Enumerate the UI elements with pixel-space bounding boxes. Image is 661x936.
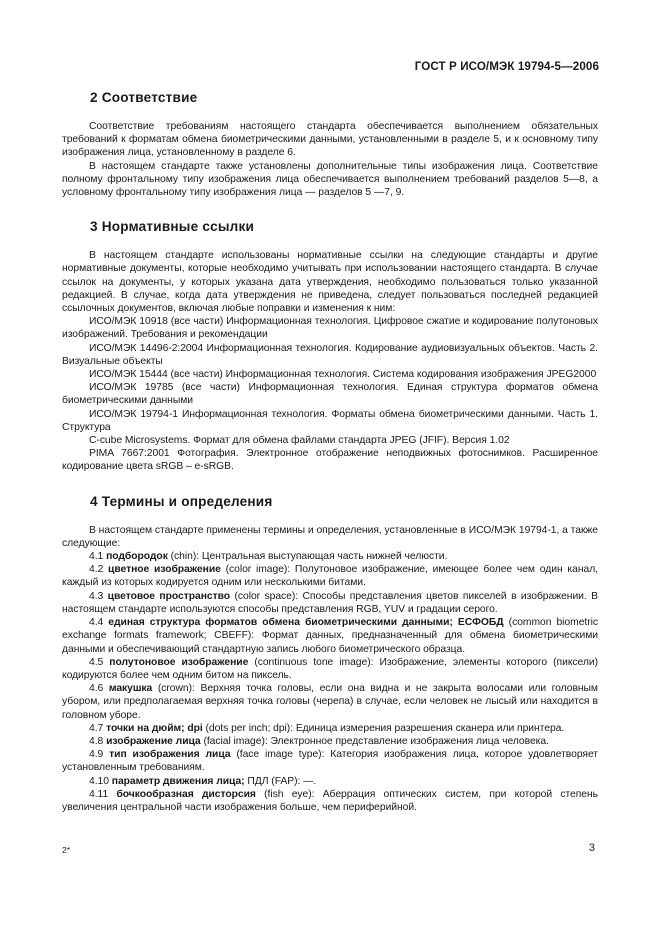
term-number: 4.6 (89, 683, 104, 695)
reference-item: C-cube Microsystems. Формат для обмена файлами стандарта JPEG (JFIF). Версия 1.02 (89, 435, 510, 447)
term-name: точки на дюйм; dpi (106, 722, 203, 734)
term-name: параметр движения лица; (111, 775, 245, 787)
term-name: единая структура форматов обмена биометрическими данными; ЕСФОБД (108, 617, 504, 629)
term-name: полутоновое изображение (109, 656, 249, 668)
paragraph: В настоящем стандарте применены термины и определения, установленные в ИСО/МЭК 19794-1, а также следующие: (62, 524, 598, 549)
section-title: 2 Соответствие (90, 90, 198, 105)
term-text: (dots per inch; dpi): Единица измерения разрешения сканера или принтера. (202, 722, 565, 734)
reference-item: PIMA 7667:2001 Фотография. Электронное отображение неподвижных фотоснимков. Расширенное кодирование цвета sRGB – e-sRGB. (62, 448, 598, 473)
term-definition (62, 563, 598, 589)
term-number: 4.9 (89, 749, 104, 761)
term-number: 4.10 (89, 775, 109, 787)
term-text: (fish eye): Аберрация оптических систем, при которой степень увеличения центральной части изображения больше, чем периферийной. (62, 788, 598, 813)
terms-list (62, 550, 598, 814)
term-name: цветовое пространство (107, 590, 231, 602)
section-title: 3 Нормативные ссылки (90, 219, 255, 235)
term-name: макушка (108, 683, 153, 695)
section-conformance (62, 90, 598, 199)
term-definition (62, 550, 598, 563)
term-definition (62, 735, 598, 748)
reference-item: ИСО/МЭК 14496-2:2004 Информационная технология. Кодирование аудиовизуальных объектов. Часть 2. Визуальные объекты (62, 342, 598, 367)
section-normative-references (62, 219, 598, 473)
term-definition (62, 590, 598, 616)
term-definition (62, 656, 598, 682)
term-text: (color image): Полутоновое изображение, имеющее более чем один канал, каждый из которых кодируется одним или несколькими битами. (62, 564, 598, 589)
term-number: 4.7 (89, 722, 104, 734)
paragraph: В настоящем стандарте использованы нормативные ссылки на следующие стандарты и другие нормативные документы, которые необходимо учитывать при использовании настоящего стандарта. В случае ссылок на документы, у которых указана дата утверждения, необходимо пользоваться только указанной редакцией. В случае, когда дата утверждения не приведена, следует пользоваться последней редакцией ссылочных документов, включая любые поправки и изменения к ним: (62, 250, 598, 315)
term-number: 4.11 (89, 788, 109, 800)
paragraph: Соответствие требованиям настоящего стандарта обеспечивается выполнением обязательных требований к форматам обмена биометрическими данными, установленными в разделе 5, и к основному типу изображения лица, установленному в разделе 6. (62, 121, 598, 159)
term-number: 4.3 (89, 590, 104, 602)
term-number: 4.5 (89, 656, 104, 668)
term-text: (continuous tone image): Изображение, элементы которого (пиксели) кодируются более чем одним битом на пиксель. (62, 656, 599, 681)
page-content (62, 90, 598, 834)
term-text: (common biometric exchange formats framework; CBEFF): Формат данных, предназначенный для обмена биометрическими данными и обеспечивающий стандартную запись любого биометрического образца. (62, 617, 598, 655)
term-number: 4.8 (89, 735, 104, 747)
section-title: 4 Термины и определения (90, 493, 273, 509)
term-name: подбородок (106, 551, 168, 563)
term-text: ПДЛ (FAP): —. (244, 775, 317, 787)
term-definition (62, 616, 598, 656)
term-number: 4.1 (89, 551, 104, 563)
term-definition (62, 682, 598, 722)
term-number: 4.2 (89, 564, 104, 576)
page-number: 3 (588, 842, 595, 854)
reference-item: ИСО/МЭК 10918 (все части) Информационная технология. Цифровое сжатие и кодирование полутоновых изображений. Требования и рекомендации (62, 316, 598, 341)
term-text: (facial image): Электронное представление изображения лица человека. (200, 735, 549, 747)
term-text: (chin): Центральная выступающая часть нижней челюсти. (167, 551, 448, 563)
term-name: цветное изображение (108, 564, 221, 576)
term-definition (62, 748, 598, 774)
term-text: (color space): Способы представления цветов пикселей в изображении. В настоящем стандарте используются способы представления RGB, YUV и градации серого. (62, 590, 599, 615)
term-name: изображение лица (106, 735, 201, 747)
term-name: тип изображения лица (109, 749, 231, 761)
footer-sheet-mark: 2* (62, 845, 71, 855)
paragraph: В настоящем стандарте также установлены дополнительные типы изображения лица. Соответствие полному фронтальному типу изображения лица обеспечивается выполнением требований разделов 5—8, а условному фронтальному типу изображения лица — разделов 5 —7, 9. (62, 160, 598, 199)
term-text: (face image type): Категория изображения лица, которое удовлетворяет установленным требованиям. (62, 749, 598, 774)
term-name: бочкообразная дисторсия (116, 788, 256, 800)
term-text: (crown): Верхняя точка головы, если она видна и не закрыта волосами или головным убором, или предполагаемая верхняя точка головы (черепа) в случае, если человек не лысый или находится в головном уборе. (62, 683, 598, 721)
reference-item: ИСО/МЭК 15444 (все части) Информационная технология. Система кодирования изображения JPEG2000 (89, 369, 597, 381)
reference-item: ИСО/МЭК 19785 (все части) Информационная технология. Единая структура форматов обмена биометрическими данными (62, 382, 598, 407)
term-number: 4.4 (89, 617, 104, 629)
term-definition (62, 788, 598, 814)
document-header: ГОСТ Р ИСО/МЭК 19794-5—2006 (414, 60, 599, 73)
term-definition (62, 775, 598, 788)
term-definition (62, 722, 598, 735)
section-terms-definitions (62, 494, 598, 814)
reference-item: ИСО/МЭК 19794-1 Информационная технология. Форматы обмена биометрическими данными. Часть 1. Структура (62, 408, 598, 433)
